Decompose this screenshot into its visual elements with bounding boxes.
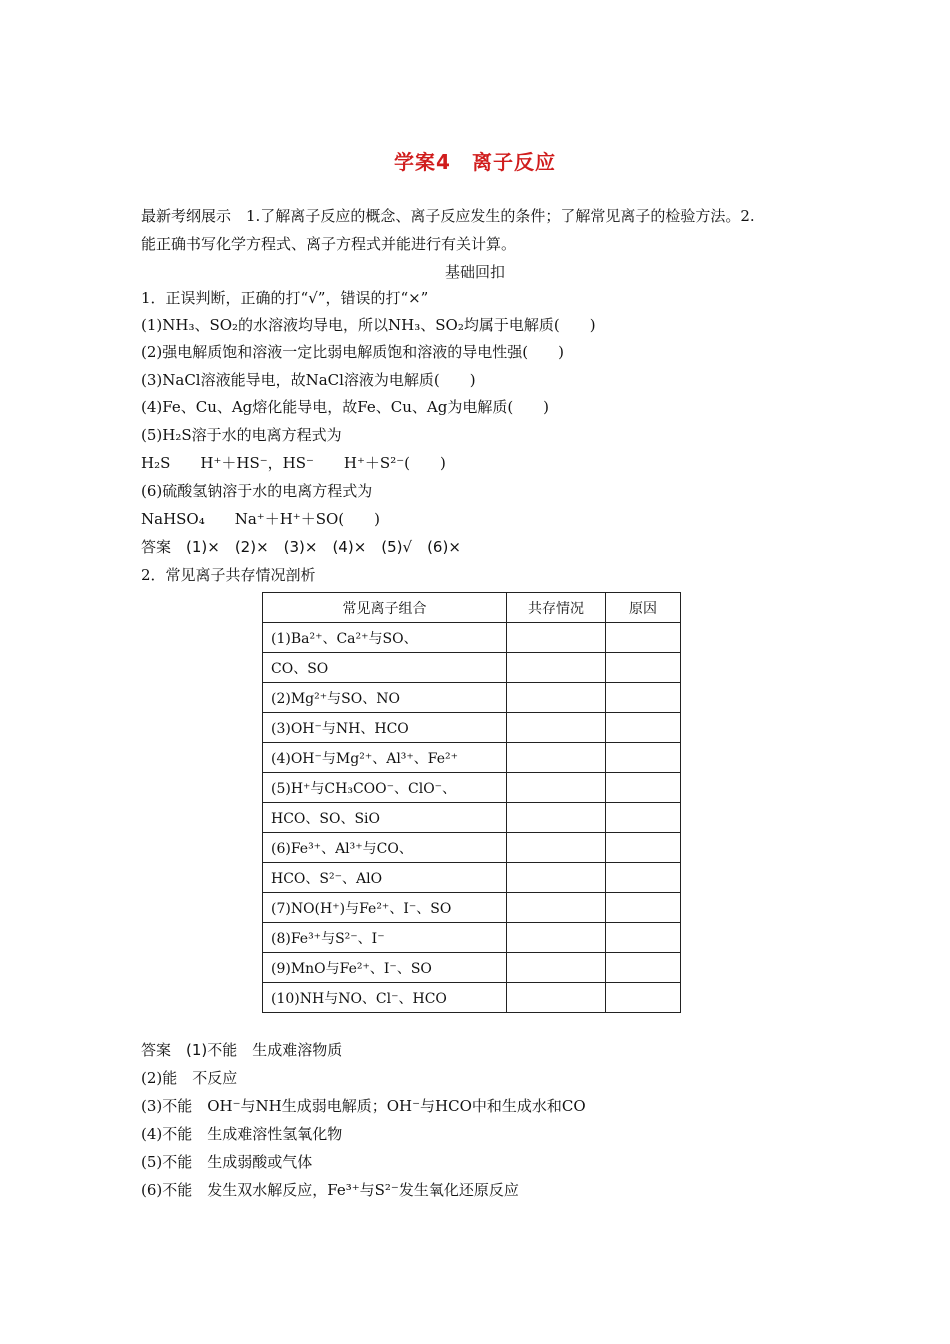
table-cell: (9)MnO与Fe²⁺、I⁻、SO bbox=[263, 953, 507, 983]
table-cell-empty bbox=[507, 683, 606, 713]
table-cell: HCO、S²⁻、AlO bbox=[263, 863, 507, 893]
table-row bbox=[263, 953, 681, 983]
table-cell: (1)Ba²⁺、Ca²⁺与SO、 bbox=[263, 623, 507, 653]
syllabus-line-1: 最新考纲展示 1.了解离子反应的概念、离子反应发生的条件；了解常见离子的检验方法。2. bbox=[141, 207, 755, 225]
table-row bbox=[263, 893, 681, 923]
table-row bbox=[263, 773, 681, 803]
table-cell-empty bbox=[507, 863, 606, 893]
table-row bbox=[263, 983, 681, 1013]
table-cell-empty bbox=[507, 893, 606, 923]
page-title: 学案4 离子反应 bbox=[394, 150, 556, 174]
table-cell-empty bbox=[606, 623, 681, 653]
table-cell-empty bbox=[606, 803, 681, 833]
table-cell: (2)Mg²⁺与SO、NO bbox=[263, 683, 507, 713]
table-cell-empty bbox=[507, 773, 606, 803]
table-cell-empty bbox=[606, 953, 681, 983]
table-cell-empty bbox=[507, 923, 606, 953]
table-row bbox=[263, 653, 681, 683]
table-row bbox=[263, 833, 681, 863]
q2-answer: (4)不能 生成难溶性氢氧化物 bbox=[141, 1125, 343, 1143]
table-cell: (6)Fe³⁺、Al³⁺与CO、 bbox=[263, 833, 507, 863]
table-cell-empty bbox=[507, 833, 606, 863]
q1-item: (6)硫酸氢钠溶于水的电离方程式为 bbox=[141, 482, 373, 500]
table-cell-empty bbox=[507, 743, 606, 773]
q1-item: (5)H₂S溶于水的电离方程式为 bbox=[141, 426, 342, 444]
table-cell-empty bbox=[507, 803, 606, 833]
table-cell-empty bbox=[606, 893, 681, 923]
q1-item: NaHSO₄ Na⁺＋H⁺＋SO( ) bbox=[141, 510, 380, 528]
table-cell-empty bbox=[606, 983, 681, 1013]
table-header: 常见离子组合 bbox=[263, 593, 507, 623]
q2-answer: (2)能 不反应 bbox=[141, 1069, 238, 1087]
q1-heading: 1．正误判断，正确的打“√”，错误的打“×” bbox=[141, 289, 429, 307]
table-cell-empty bbox=[507, 953, 606, 983]
table-cell: (8)Fe³⁺与S²⁻、I⁻ bbox=[263, 923, 507, 953]
table-cell: (10)NH与NO、Cl⁻、HCO bbox=[263, 983, 507, 1013]
table-cell: (7)NO(H⁺)与Fe²⁺、I⁻、SO bbox=[263, 893, 507, 923]
q1-item: (3)NaCl溶液能导电，故NaCl溶液为电解质( ) bbox=[141, 371, 476, 389]
table-header-row bbox=[263, 593, 681, 623]
table-cell-empty bbox=[606, 863, 681, 893]
ion-coexistence-table bbox=[262, 592, 681, 1013]
q2-heading: 2．常见离子共存情况剖析 bbox=[141, 566, 316, 584]
section-heading: 基础回扣 bbox=[444, 263, 505, 281]
q1-item: H₂S H⁺＋HS⁻，HS⁻ H⁺＋S²⁻( ) bbox=[141, 454, 446, 472]
table-row bbox=[263, 803, 681, 833]
table-row bbox=[263, 713, 681, 743]
table-row bbox=[263, 683, 681, 713]
table-cell-empty bbox=[606, 833, 681, 863]
q1-answer: 答案 (1)× (2)× (3)× (4)× (5)√ (6)× bbox=[141, 538, 461, 556]
table-cell-empty bbox=[606, 923, 681, 953]
q1-item: (2)强电解质饱和溶液一定比弱电解质饱和溶液的导电性强( ) bbox=[141, 343, 564, 361]
table-cell-empty bbox=[507, 983, 606, 1013]
q2-answer: (3)不能 OH⁻与NH生成弱电解质；OH⁻与HCO中和生成水和CO bbox=[141, 1097, 586, 1115]
table-cell: (5)H⁺与CH₃COO⁻、ClO⁻、 bbox=[263, 773, 507, 803]
q2-answer: (5)不能 生成弱酸或气体 bbox=[141, 1153, 313, 1171]
table-cell-empty bbox=[606, 653, 681, 683]
table-row bbox=[263, 743, 681, 773]
q2-answer: 答案 (1)不能 生成难溶物质 bbox=[141, 1041, 343, 1059]
table-cell-empty bbox=[606, 743, 681, 773]
table-header: 原因 bbox=[606, 593, 681, 623]
table-row bbox=[263, 923, 681, 953]
table-cell: HCO、SO、SiO bbox=[263, 803, 507, 833]
q1-item: (1)NH₃、SO₂的水溶液均导电，所以NH₃、SO₂均属于电解质( ) bbox=[141, 316, 596, 334]
table-row bbox=[263, 623, 681, 653]
table-row bbox=[263, 863, 681, 893]
table-header: 共存情况 bbox=[507, 593, 606, 623]
table-cell-empty bbox=[507, 713, 606, 743]
table-cell-empty bbox=[606, 773, 681, 803]
table-cell-empty bbox=[606, 683, 681, 713]
q2-answer: (6)不能 发生双水解反应，Fe³⁺与S²⁻发生氧化还原反应 bbox=[141, 1181, 519, 1199]
table-cell-empty bbox=[507, 653, 606, 683]
table-cell: (4)OH⁻与Mg²⁺、Al³⁺、Fe²⁺ bbox=[263, 743, 507, 773]
table-cell: CO、SO bbox=[263, 653, 507, 683]
q1-item: (4)Fe、Cu、Ag熔化能导电，故Fe、Cu、Ag为电解质( ) bbox=[141, 398, 550, 416]
table-cell: (3)OH⁻与NH、HCO bbox=[263, 713, 507, 743]
table-cell-empty bbox=[606, 713, 681, 743]
syllabus-line-2: 能正确书写化学方程式、离子方程式并能进行有关计算。 bbox=[141, 235, 517, 253]
table-cell-empty bbox=[507, 623, 606, 653]
